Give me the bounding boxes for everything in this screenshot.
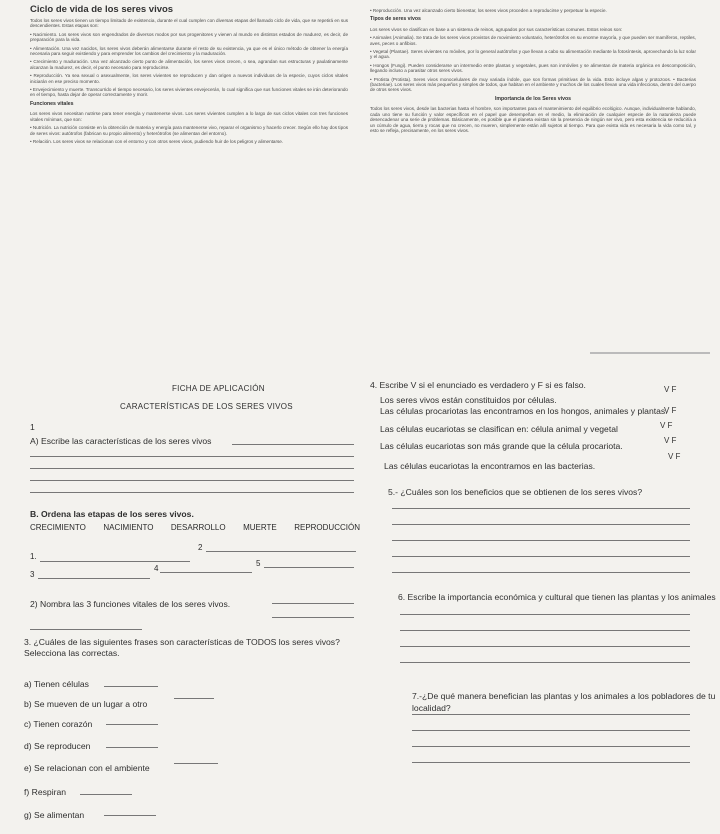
importance-paragraph: Todos los seres vivos, desde las bacterias hasta el hombre, son importantes para el mantenimiento del equilibrio ecológico. Aunque, individualmente hablando, cada uno tiene su función y valor específicos en el papel que desempeñan en el medio, la eliminación de cualquier especie de la naturaleza puede desencadenar una serie de problemas. Básicamente, es posible que el planeta existan sin la presencia de ningún ser vivo, pero esta existencia se reduciría a un cúmulo de agua, tierra y rocas que no crecen, no mueren, simplemente están allí sujetos al tiempo. Para que exista vida es necesaria la vida como tal, y esto se refleja, precisamente, en los seres vivos.	[370, 106, 696, 133]
functions-paragraph: Los seres vivos necesitan nutrirse para tener energía y mantenerse vivos. Los seres vivientes cumplen a lo largo de sus ciclos vitales con tres funciones vitales mínimas, que son:	[30, 111, 348, 122]
option-g-line[interactable]	[104, 815, 156, 816]
tf-choice-2[interactable]: V F	[664, 406, 677, 415]
order-line-1[interactable]	[40, 561, 190, 562]
question-3-text: 3. ¿Cuáles de las siguientes frases son características de TODOS los seres vivos? Selecciona las correctas.	[24, 637, 340, 658]
section-divider	[590, 352, 710, 354]
fungi-paragraph: • Hongos (Fungi). Pueden considerarse un intermedio entre plantas y vegetales, pues son inmóviles y se alimentan de materia orgánica en descomposición, llegando incluso a parasitar otros seres vivos.	[370, 62, 696, 74]
left-text-column	[30, 18, 348, 147]
question-b-text: B. Ordena las etapas de los seres vivos.	[30, 509, 194, 519]
answer-line-7b[interactable]	[412, 730, 690, 731]
answer-line-a1[interactable]	[232, 444, 354, 445]
order-number: 1.	[30, 552, 37, 561]
answer-line-6b[interactable]	[400, 630, 690, 631]
option-f: f) Respiran	[24, 787, 67, 797]
nutrition-paragraph: • Nutrición. La nutrición consiste en la obtención de materia y energía para mantenerse vivo, reparar el organismo y hacerlo crecer. Según ello hay dos tipos de seres vivos: autótrofos (fabrican su propio alimento) y heterótrofos (se alimentan del entorno).	[30, 125, 348, 136]
tf-item-4: Las células eucariotas son más grande que la célula procariota.	[380, 441, 623, 451]
option-f-line[interactable]	[80, 794, 132, 795]
answer-line-5c[interactable]	[392, 540, 690, 541]
tf-item-1: Los seres vivos están constituidos por células.	[380, 395, 557, 405]
answer-line-7c[interactable]	[412, 746, 690, 747]
question-a-text: A) Escribe las características de los seres vivos	[30, 436, 212, 446]
answer-line-2c[interactable]	[30, 629, 142, 630]
tf-choice-4[interactable]: V F	[664, 436, 677, 445]
answer-line-2b[interactable]	[272, 617, 354, 618]
tf-item-2: Las células procariotas las encontramos en los hongos, animales y plantas.	[380, 406, 668, 416]
option-a-line[interactable]	[104, 686, 158, 687]
question-5-text: 5.- ¿Cuáles son los beneficios que se obtienen de los seres vivos?	[388, 487, 643, 497]
question-7-text: 7.-¿De qué manera benefician las plantas y los animales a los pobladores de tu localidad?	[412, 691, 716, 713]
answer-line-7a[interactable]	[412, 714, 690, 715]
question-1-number: 1	[30, 422, 35, 432]
option-b-line[interactable]	[174, 698, 214, 699]
order-number: 3	[30, 570, 35, 579]
types-heading: Tipos de seres vivos	[370, 16, 421, 23]
ficha-subtitle: CARACTERÍSTICAS DE LOS SERES VIVOS	[120, 402, 293, 411]
answer-line-a5[interactable]	[30, 492, 354, 493]
answer-line-6d[interactable]	[400, 662, 690, 663]
option-d-line[interactable]	[106, 747, 158, 748]
answer-line-6c[interactable]	[400, 646, 690, 647]
answer-line-6a[interactable]	[400, 614, 690, 615]
stage-word: CRECIMIENTO	[30, 523, 86, 532]
answer-line-5a[interactable]	[392, 508, 690, 509]
intro-paragraph: Todos los seres vivos tienen un tiempo limitado de existencia, durante el cual cumplen con diversas etapas del llamado ciclo de vida, que se repetirá en sus descendientes. Estas etapas son:	[30, 18, 348, 29]
order-line-2[interactable]	[206, 551, 356, 552]
stage-word: MUERTE	[243, 523, 277, 532]
tf-choice-3[interactable]: V F	[660, 421, 673, 430]
stages-list	[30, 523, 360, 532]
stage-word: REPRODUCCIÓN	[294, 523, 360, 532]
stage-word: NACIMIENTO	[103, 523, 154, 532]
question-2-text: 2) Nombra las 3 funciones vitales de los seres vivos.	[30, 599, 231, 609]
animals-paragraph: • Animales (Animalia). Se trata de los seres vivos provistos de movimiento voluntario, heterótrofos en su enorme mayoría, y que pueden ser mamíferos, reptiles, aves, peces o anfibios.	[370, 35, 696, 46]
sheet-title: Ciclo de vida de los seres vivos	[30, 4, 174, 15]
option-e-line[interactable]	[174, 763, 218, 764]
order-line-3[interactable]	[38, 578, 150, 579]
ficha-title: FICHA DE APLICACIÓN	[172, 384, 265, 393]
answer-line-7d[interactable]	[412, 762, 690, 763]
answer-line-a4[interactable]	[30, 480, 354, 481]
option-g: g) Se alimentan	[24, 810, 85, 820]
protista-paragraph: • Protista (Protista). Seres vivos monocelulares de muy variada índole, que son formas primitivas de la vida. Esto incluye algas y protozoos. • Bacterias (bacteriae). Los seres vivos más pequeños y simples de todos, que habitan en el ambiente y muchos de los cuales llevan una vida infecciosa, dentro del cuerpo de otros seres vivos.	[370, 76, 696, 93]
relation-paragraph: • Relación. Los seres vivos se relacionan con el entorno y con otros seres vivos, pudiendo huir de los peligros y alimentarse.	[30, 138, 284, 144]
growth-paragraph: • Crecimiento y maduración. Una vez alcanzado cierto punto de alimentación, los seres vivos crecen, o sea, agrandan sus estructuras y paulatinamente alcanzan la madurez, es decir, el punto necesario para reproducirse.	[30, 59, 348, 70]
answer-line-a3[interactable]	[30, 468, 354, 469]
tf-choice-5[interactable]: V F	[668, 452, 681, 461]
order-line-4[interactable]	[160, 572, 252, 573]
option-c: c) Tienen corazón	[24, 719, 93, 729]
order-line-5[interactable]	[264, 567, 354, 568]
plants-paragraph: • Vegetal (Plantae). Seres vivientes no móviles, por lo general autótrofos y que llevan a cabo su alimentación mediante la fotosíntesis, aprovechando la luz solar y el agua.	[370, 49, 696, 60]
order-number: 5	[256, 559, 261, 568]
order-number: 4	[154, 564, 159, 573]
option-e: e) Se relacionan con el ambiente	[24, 763, 150, 773]
tf-item-5: Las células eucariotas la encontramos en las bacterias.	[384, 461, 596, 471]
answer-line-a2[interactable]	[30, 456, 354, 457]
right-text-column	[370, 8, 696, 136]
answer-line-2a[interactable]	[272, 603, 354, 604]
functions-heading: Funciones vitales	[30, 100, 74, 107]
types-paragraph: Los seres vivos se clasifican en base a un sistema de reinos, agrupados por sus características comunes. Estos reinos son:	[370, 26, 623, 32]
tf-choice-1[interactable]: V F	[664, 385, 677, 394]
feeding-paragraph: • Alimentación. Una vez nacidos, los seres vivos deberán alimentarse durante el resto de su existencia, ya que es el único método de obtener la energía necesaria para seguir existiendo y para emprender los cambios del crecimiento y la maduración.	[30, 45, 348, 57]
order-number: 2	[198, 543, 203, 552]
aging-paragraph: • Envejecimiento y muerte. Transcurrido el tiempo necesario, los seres vivientes envejecerán, lo cual significa que sus funciones vitales se irán deteriorando en el tiempo, hasta dejar de operar correctamente y morir.	[30, 87, 348, 98]
option-c-line[interactable]	[106, 724, 158, 725]
answer-line-5b[interactable]	[392, 524, 690, 525]
importance-heading: Importancia de los Seres vivos	[494, 95, 572, 102]
stage-word: DESARROLLO	[170, 523, 226, 532]
birth-paragraph: • Nacimiento. Los seres vivos son engendrados de diversos modos por sus progenitores y vienen al mundo en distintos estados de madurez, es decir, de preparación para la vida.	[30, 31, 348, 43]
question-4-text: 4. Escribe V si el enunciado es verdadero y F si es falso.	[370, 380, 586, 390]
option-b: b) Se mueven de un lugar a otro	[24, 699, 148, 709]
option-a: a) Tienen células	[24, 679, 89, 689]
tf-item-3: Las células eucariotas se clasifican en: célula animal y vegetal	[380, 424, 618, 434]
answer-line-5d[interactable]	[392, 556, 690, 557]
answer-line-5e[interactable]	[392, 572, 690, 573]
option-d: d) Se reproducen	[24, 741, 91, 751]
reproduction-right-paragraph: • Reproducción. Una vez alcanzado cierto bienestar, los seres vivos proceden a reproducirse y perpetuar la especie.	[370, 8, 607, 13]
question-6-text: 6. Escribe la importancia económica y cultural que tienen las plantas y los animales	[398, 592, 716, 602]
reproduction-paragraph: • Reproducción. Ya sea sexual o asexualmente, los seres vivientes se reproducen y dan origen a nuevos individuos de la especie, cuyos ciclos vitales iniciarán en ese preciso momento.	[30, 73, 348, 84]
